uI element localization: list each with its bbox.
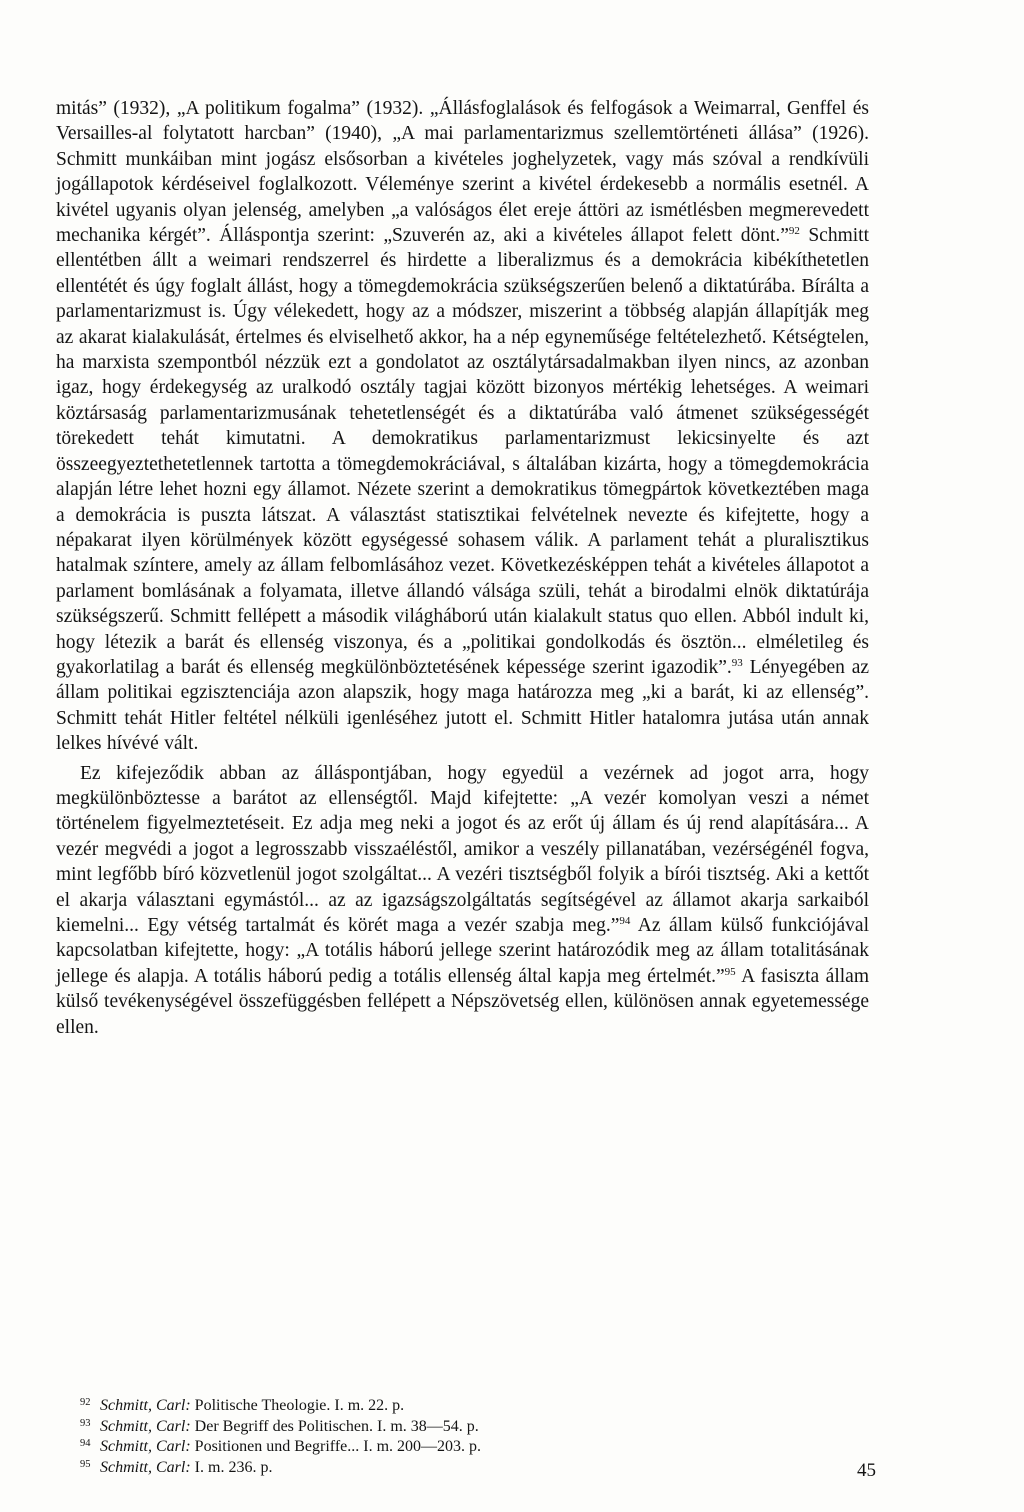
- footnote-92: 92 Schmitt, Carl: Politische Theologie. I. m. 22. p.: [80, 1397, 405, 1414]
- footnote-text: Politische Theologie. I. m. 22. p.: [194, 1397, 405, 1414]
- paragraph-1: [56, 96, 869, 757]
- paragraph-text: A fasiszta állam külső tevékenységével összefüggésben fellépett a Népszövetség ellen, különösen annak egyetemessége ellen.: [56, 965, 869, 1038]
- footnotes: [80, 1396, 860, 1478]
- footnote-text: I. m. 236. p.: [194, 1458, 273, 1476]
- footnote-93: 93 Schmitt, Carl: Der Begriff des Politischen. I. m. 38—54. p.: [80, 1417, 479, 1435]
- paragraph-text: Lényegében az állam politikai egzisztenciája azon alapszik, hogy maga határozza meg „ki a barát, ki az ellenség”. Schmitt tehát Hitler feltétel nélküli igenléséhez jutott el. Schmitt Hitler hatalomra jutása után annak lelkes hívévé vált.: [56, 656, 870, 755]
- footnote-text: Der Begriff des Politischen. I. m. 38—54. p.: [194, 1417, 479, 1435]
- footnote-text: Positionen und Begriffe... I. m. 200—203. p.: [194, 1438, 482, 1455]
- paragraph-2: [56, 761, 869, 1040]
- footnote-94: 94 Schmitt, Carl: Positionen und Begriffe... I. m. 200—203. p.: [80, 1438, 482, 1455]
- page-number: 45: [857, 1460, 876, 1481]
- footnote-author: Schmitt, Carl:: [100, 1438, 191, 1455]
- footnote-ref-93: 93: [731, 656, 743, 669]
- footnote-author: Schmitt, Carl:: [100, 1417, 191, 1435]
- footnote-ref-92: 92: [788, 225, 800, 238]
- footnote-author: Schmitt, Carl:: [100, 1397, 191, 1414]
- footnote-95: 95 Schmitt, Carl: I. m. 236. p.: [80, 1458, 273, 1476]
- paragraph-text: mitás” (1932), „A politikum fogalma” (1932). „Állásfoglalások és felfogások a Weimarral, Genffel és Versailles-al folytatott harcban” (1940), „A mai parlamentarizmus szellemtörténeti állása” (1926). Schmitt munkáiban mint jogász elsősorban a kivételes joghelyzetek, vagy más szóval a rendkívüli jogállapotok kérdéseivel foglalkozott. Véleménye szerint a kivétel érdekesebb a normális esetnél. A kivétel ugyanis olyan jelenség, amelyben „a valóságos élet ereje áttöri az ismétlésben megmerevedett mechanika kérgét”. Álláspontja szerint: „Szuverén az, aki a kivételes állapot felett dönt.”: [56, 98, 869, 247]
- footnote-author: Schmitt, Carl:: [100, 1458, 191, 1476]
- body-text: [56, 96, 869, 1040]
- footnote-ref-94: 94: [619, 915, 631, 927]
- paragraph-text: Schmitt ellentétben állt a weimari rendszerrel és hirdette a liberalizmus és a demokrácia kibékíthetetlen ellentétét és úgy foglalt állást, hogy a tömegdemokrácia szükségszerűen belenő a diktatúrába. Bírálta a parlamentarizmust is. Úgy vélekedett, hogy az a módszer, miszerint a többség alapján állapítják meg az akarat kialakulását, értelmes és elviselhető akkor, ha a nép egyneműsége feltételezhető. Kétségtelen, ha marxista szempontból nézzük ezt a gondolatot az osztálytársadalmakban ilyen nincs, az azonban igaz, hogy érdekegység az uralkodó osztály tagjai között bizonyos mértékig lehetséges. A weimari köztársaság parlamentarizmusának tehetetlenségét és a diktatúrába való átmenet szükségességét törekedett tehát kimutatni. A demokratikus parlamentarizmust lekicsinyelte és azt összeegyeztethetetlennek tartotta a tömegdemokráciával, s általában kizárta, hogy a tömegdemokrácia alapján létre lehet hozni egy államot. Nézete szerint a demokratikus tömegpártok következtében maga a demokrácia is puszta látszat. A választást statisztikai felvételnek nevezte és kifejtette, hogy a népakarat ilyen körülmények között egységessé sohasem válik. A parlament tehát a pluralisztikus hatalmak színtere, amely az állam felbomlásához vezet. Következésképpen tehát a kivételes állapotot a parlament bomlásának a folyamata, illetve állandó válsága szüli, tehát a birodalmi elnök diktatúrája szükségszerű. Schmitt fellépett a második világháború után kialakult status quo ellen. Abból indult ki, hogy létezik a barát és ellenség viszonya, és a „politikai gondolkodás és ösztön... elméletileg és gyakorlatilag a barát és ellenség megkülönböztetésének képessége szerint igazodik”.: [56, 225, 869, 678]
- paragraph-text: Az állam külső funkciójával kapcsolatban kifejtette, hogy: „A totális háború jellege szerint határozódik meg az állam totalitásának jellege és alapja. A totális háború pedig a totális ellenség által kapja meg értelmét.”: [56, 915, 869, 987]
- footnote-ref-95: 95: [724, 965, 736, 978]
- paragraph-text: Ez kifejeződik abban az álláspontjában, hogy egyedül a vezérnek ad jogot arra, hogy megkülönböztesse a barátot az ellenségtől. Majd kifejtette: „A vezér komolyan veszi a német történelem figyelmeztetéseit. Ez adja meg neki a jogot és az erőt új állam és új rend alapítására... A vezér megvédi a jogot a legrosszabb visszaéléstől, amikor a veszély pillanatában, vezérségénél fogva, mint legfőbb bíró közvetlenül jogot szolgáltat... A vezéri tisztségből folyik a bírói tisztség. Aki a kettőt el akarja választani egymástól... az az igazságszolgáltatás segítségével az államot akarja sarkaiból kiemelni... Egy vétség tartalmát és körét maga a vezér szabja meg.”: [56, 762, 869, 936]
